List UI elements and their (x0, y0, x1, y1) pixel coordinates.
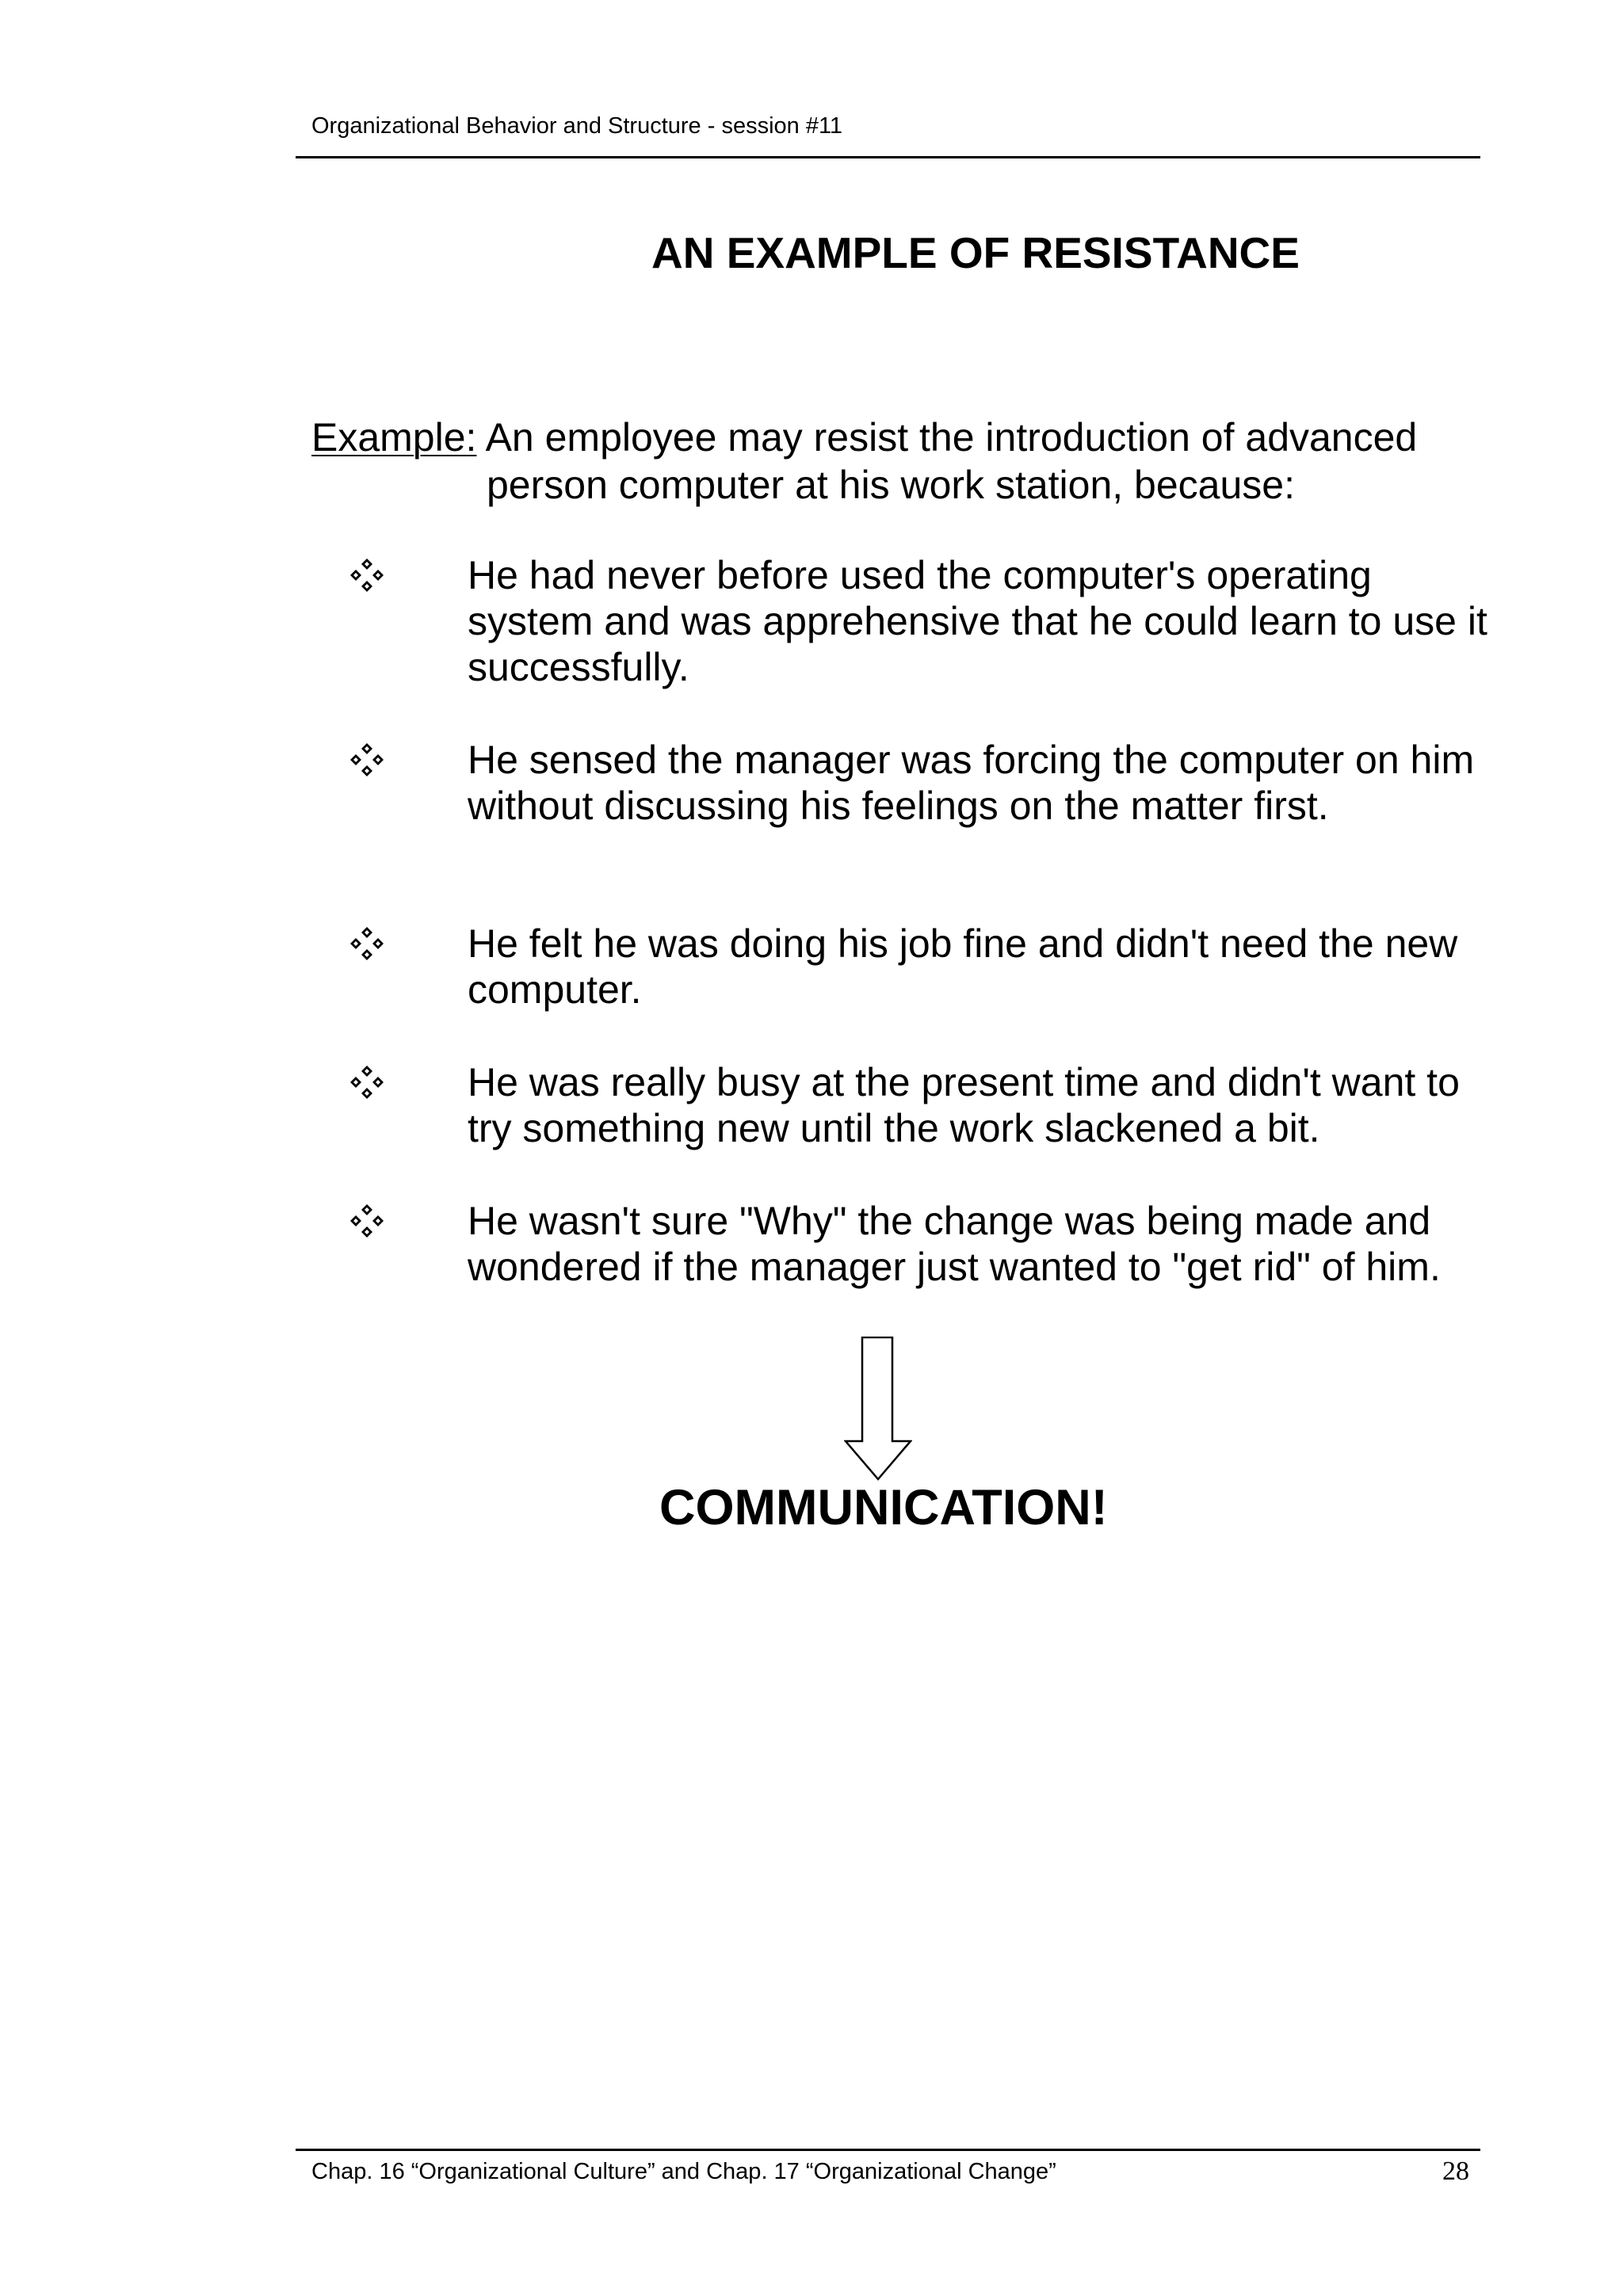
running-footer: Chap. 16 “Organizational Culture” and Chap. 17 “Organizational Change” (311, 2159, 1056, 2184)
example-text-line1: An employee may resist the introduction of advanced (476, 415, 1418, 460)
running-header: Organizational Behavior and Structure - session #11 (311, 113, 843, 139)
footer-divider (296, 2149, 1480, 2151)
four-diamond-icon (349, 925, 385, 962)
four-diamond-icon (349, 557, 385, 593)
bullet-text: He wasn't sure "Why" the change was being made and wondered if the manager just wanted to "get rid" of him. (468, 1199, 1441, 1289)
example-label: Example: (311, 415, 477, 460)
four-diamond-icon (349, 1064, 385, 1100)
bullet-text: He sensed the manager was forcing the computer on him without discussing his feelings on the matter first. (468, 738, 1475, 828)
bullet-text: He felt he was doing his job fine and didn't need the new computer. (468, 921, 1458, 1012)
header-divider (296, 156, 1480, 158)
bullet-text: He was really busy at the present time and didn't want to try something new until the work slackened a bit. (468, 1060, 1460, 1150)
down-arrow-icon (844, 1337, 912, 1481)
bullet-text: He had never before used the computer's operating system and was apprehensive that he could learn to use it successfully. (468, 553, 1487, 689)
example-text-line2: person computer at his work station, because: (487, 463, 1295, 507)
four-diamond-icon (349, 1203, 385, 1239)
page-number: 28 (1442, 2157, 1469, 2186)
four-diamond-icon (349, 742, 385, 778)
example-paragraph (311, 414, 1484, 509)
page-title: AN EXAMPLE OF RESISTANCE (651, 228, 1300, 277)
conclusion-heading: COMMUNICATION! (659, 1480, 1108, 1535)
